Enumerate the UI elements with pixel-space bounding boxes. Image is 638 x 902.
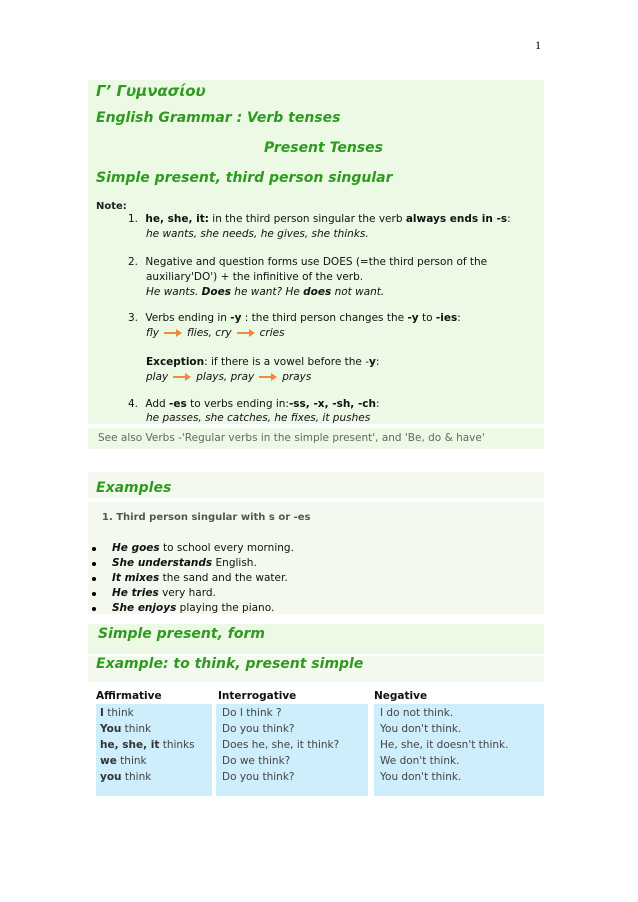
note-text: always ends in -s <box>405 213 508 225</box>
table-cell: I do not think. <box>380 707 454 719</box>
cell-verb: thinks <box>159 739 195 751</box>
table-cell: Do I think ? <box>222 707 282 719</box>
cell-subject: You <box>100 723 122 735</box>
note-text: -y <box>230 312 242 324</box>
cell-subject: you <box>100 771 122 783</box>
note-text: -es <box>169 398 187 410</box>
note-number: 4. <box>128 398 139 410</box>
table-header-interrogative: Interrogative <box>218 690 297 702</box>
note-text: -ies <box>435 312 458 324</box>
note-example: he passes, she catches, he fixes, it pushes <box>146 412 371 424</box>
table-column-affirmative <box>96 704 212 796</box>
table-header-affirmative: Affirmative <box>96 690 162 702</box>
note-example <box>146 370 311 385</box>
examples-subtitle: 1. Third person singular with s or -es <box>102 512 311 523</box>
bullet-text: to school every morning. <box>159 542 294 554</box>
note-item-2 <box>128 255 487 270</box>
cell-verb: think <box>121 771 152 783</box>
cell-verb: think <box>103 707 134 719</box>
example-part: flies, cry <box>187 327 232 339</box>
table-cell <box>96 721 212 737</box>
subsection-title: Simple present, third person singular <box>96 170 393 186</box>
table-column-negative <box>374 704 544 796</box>
note-text: : <box>507 213 511 225</box>
note-item-3 <box>128 311 461 326</box>
greek-title: Γ’ Γυμνασίου <box>96 82 206 100</box>
exception-text: y <box>369 356 376 368</box>
bullet-icon <box>92 562 96 566</box>
note-item-1 <box>128 212 511 227</box>
cell-subject: I <box>100 707 104 719</box>
table-cell: You don't think. <box>380 723 462 735</box>
bullet-text: English. <box>212 557 257 569</box>
note-number: 2. <box>128 256 139 268</box>
arrow-icon <box>164 329 182 337</box>
bullet-bold: She understands <box>112 557 213 569</box>
exception-label: Exception <box>146 356 205 368</box>
example-part: He wants. <box>146 286 202 298</box>
table-cell <box>96 753 212 769</box>
table-cell: Do we think? <box>222 755 291 767</box>
arrow-icon <box>259 373 277 381</box>
example-part: does <box>303 286 332 298</box>
note-label: Note: <box>96 201 127 212</box>
table-cell: You don't think. <box>380 771 462 783</box>
table-cell <box>96 769 212 785</box>
page-number: 1 <box>535 38 541 52</box>
example-part: fly <box>146 327 159 339</box>
note-text: auxiliary'DO') + the infinitive of the verb. <box>146 271 364 283</box>
cell-verb: think <box>116 755 147 767</box>
bullet-icon <box>92 547 96 551</box>
example-part: prays <box>282 371 312 383</box>
list-item <box>90 541 530 556</box>
example-bullet-list <box>90 540 530 616</box>
note-number: 3. <box>128 312 139 324</box>
cell-verb: think <box>121 723 152 735</box>
exception-line <box>146 355 379 370</box>
example-part: cries <box>259 327 285 339</box>
bullet-bold: She enjoys <box>112 602 177 614</box>
note-text: in the third person singular the verb <box>208 213 406 225</box>
bullet-icon <box>92 607 96 611</box>
list-item <box>90 586 530 601</box>
note-text: Add <box>145 398 170 410</box>
table-cell: He, she, it doesn't think. <box>380 739 509 751</box>
example-part: not want. <box>331 286 385 298</box>
example-part: Does <box>201 286 231 298</box>
bullet-text: the sand and the water. <box>159 572 288 584</box>
example-part: he want? He <box>230 286 304 298</box>
note-text: Verbs ending in <box>145 312 231 324</box>
note-text: -ss, -x, -sh, -ch <box>288 398 376 410</box>
table-cell: We don't think. <box>380 755 460 767</box>
list-item <box>90 601 530 616</box>
note-text: Negative and question forms use DOES (=the third person of the <box>145 256 488 268</box>
note-number: 1. <box>128 213 139 225</box>
bullet-bold: It mixes <box>112 572 160 584</box>
arrow-icon <box>173 373 191 381</box>
list-item <box>90 556 530 571</box>
form-title: Simple present, form <box>98 626 265 642</box>
exception-text: : if there is a vowel before the - <box>204 356 369 368</box>
exception-text: : <box>375 356 380 368</box>
note-text: to verbs ending in: <box>186 398 289 410</box>
see-also-text: See also Verbs -'Regular verbs in the simple present', and 'Be, do & have' <box>98 432 485 444</box>
note-item-4 <box>128 397 380 412</box>
note-text: he, she, it: <box>145 213 209 225</box>
note-text: : <box>457 312 461 324</box>
bullet-icon <box>92 592 96 596</box>
bullet-bold: He tries <box>112 587 159 599</box>
english-title: English Grammar : Verb tenses <box>96 110 341 126</box>
cell-subject: he, she, it <box>100 739 160 751</box>
cell-subject: we <box>100 755 117 767</box>
table-header-negative: Negative <box>374 690 428 702</box>
table-cell <box>96 704 212 721</box>
bullet-bold: He goes <box>112 542 160 554</box>
list-item <box>90 571 530 586</box>
example-part: plays, pray <box>196 371 255 383</box>
bullet-icon <box>92 577 96 581</box>
note-text: : <box>376 398 380 410</box>
examples-title: Examples <box>96 480 172 496</box>
table-cell: Does he, she, it think? <box>222 739 340 751</box>
note-text: -y <box>407 312 419 324</box>
section-title: Present Tenses <box>264 140 383 156</box>
table-cell <box>96 737 212 753</box>
table-cell: Do you think? <box>222 771 295 783</box>
bullet-text: very hard. <box>158 587 216 599</box>
table-cell: Do you think? <box>222 723 295 735</box>
example-title: Example: to think, present simple <box>96 656 364 672</box>
note-text: to <box>418 312 436 324</box>
note-example: he wants, she needs, he gives, she thinks. <box>146 228 369 240</box>
example-part: play <box>146 371 169 383</box>
note-example <box>146 285 384 300</box>
table-column-interrogative <box>216 704 368 796</box>
note-text: : the third person changes the <box>241 312 408 324</box>
bullet-text: playing the piano. <box>176 602 275 614</box>
arrow-icon <box>237 329 255 337</box>
note-example <box>146 326 285 341</box>
